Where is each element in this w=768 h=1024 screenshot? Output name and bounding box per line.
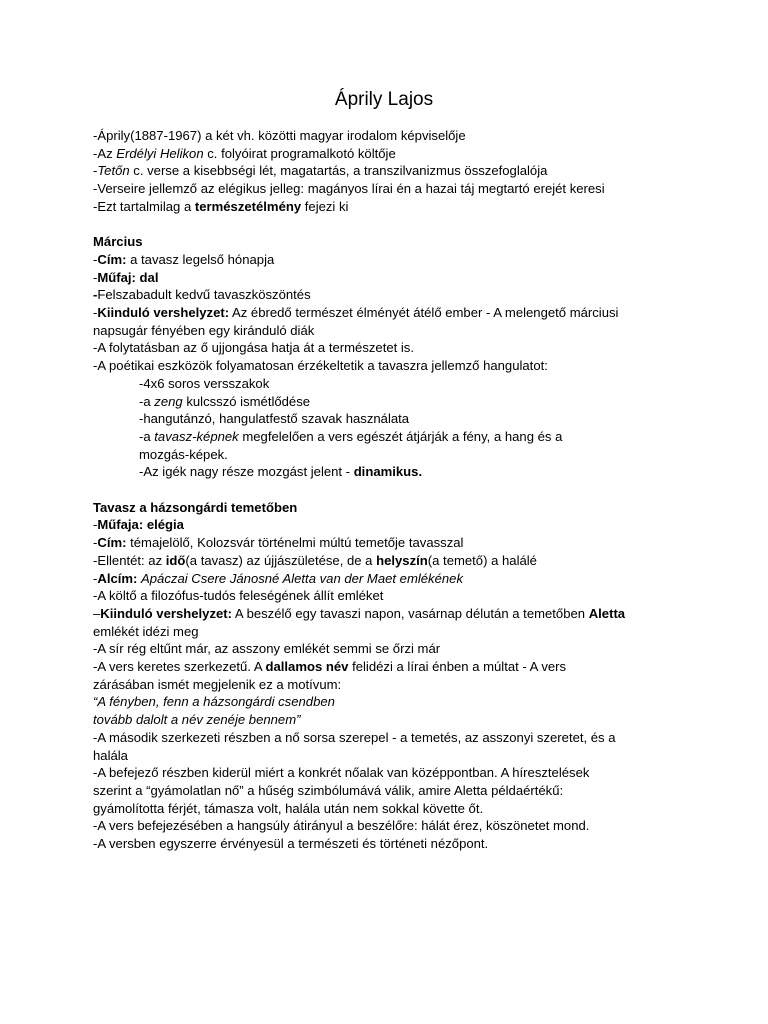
text: - xyxy=(93,305,98,321)
text: -A sír rég eltűnt már, az asszony emlékét semmi se őrzi már xyxy=(93,641,441,657)
text: – xyxy=(93,605,101,621)
marcius-subitem xyxy=(93,463,693,481)
text: -Ellentét: az xyxy=(93,552,166,568)
tavasz-line xyxy=(93,570,693,588)
document-body xyxy=(93,127,693,853)
bold-text: Kiinduló vershelyzet: xyxy=(100,605,232,621)
text: -Áprily(1887-1967) a két vh. közötti magyar irodalom képviselője xyxy=(93,128,466,143)
text: témajelölő, Kolozsvár történelmi múltú temetője tavasszal xyxy=(126,535,464,551)
text: fejezi ki xyxy=(301,198,349,214)
marcius-line xyxy=(93,286,693,304)
bold-text: dinamikus. xyxy=(353,464,423,480)
intro-line xyxy=(93,145,693,163)
bold-text: - xyxy=(93,287,98,303)
text: kulcsszó ismétlődése xyxy=(182,393,311,409)
page-title: Áprily Lajos xyxy=(334,89,434,110)
text: -4x6 soros versszakok xyxy=(139,375,270,391)
text: (a tavasz) az újjászületése, de a xyxy=(185,552,377,568)
tavasz-line xyxy=(93,640,693,658)
tavasz-line xyxy=(93,552,693,570)
intro-line xyxy=(93,162,693,180)
quote-line xyxy=(93,711,693,729)
intro-line xyxy=(93,127,693,145)
text: -A vers befejezésében a hangsúly átirányul a beszélőre: hálát érez, köszönetet mond. xyxy=(93,818,590,834)
text: -A poétikai eszközök folyamatosan érzékeltetik a tavaszra jellemző hangulatot: xyxy=(93,358,548,374)
bold-text: Kiinduló vershelyzet: xyxy=(97,305,230,321)
marcius-subitem xyxy=(93,410,693,428)
text: c. folyóirat programalkotó költője xyxy=(203,145,396,161)
tavasz-line xyxy=(93,623,693,641)
tavasz-line xyxy=(93,729,693,747)
italic-text: tovább dalolt a név zenéje bennem” xyxy=(93,712,301,728)
section-heading-tavasz xyxy=(93,499,693,517)
text: -a xyxy=(139,393,155,409)
text: -Az xyxy=(93,145,117,161)
spacer xyxy=(93,216,693,234)
tavasz-line xyxy=(93,835,693,853)
tavasz-line xyxy=(93,587,693,605)
tavasz-line xyxy=(93,516,693,534)
tavasz-line xyxy=(93,782,693,800)
italic-text: Erdélyi Helikon xyxy=(116,145,204,161)
spacer xyxy=(93,481,693,499)
text: -A folytatásban az ő ujjongása hatja át a természetet is. xyxy=(93,340,414,356)
marcius-line xyxy=(93,304,693,322)
text: -a xyxy=(139,428,155,444)
text: szerint a “gyámolatlan nő” a hűség szimbólumává válik, amire Aletta példaértékű: xyxy=(93,782,564,798)
italic-text: “A fényben, fenn a házsongárdi csendben xyxy=(93,694,335,710)
tavasz-line xyxy=(93,747,693,765)
bold-text: Március xyxy=(93,234,143,250)
text: -Verseire jellemző az elégikus jelleg: magányos lírai én a hazai táj megtartó erejét keresi xyxy=(93,181,605,197)
bold-text: természetélmény xyxy=(194,198,302,214)
marcius-line xyxy=(93,357,693,375)
text: -hangutánzó, hangulatfestő szavak használata xyxy=(139,411,410,427)
bold-text: dallamos név xyxy=(265,659,349,675)
section-heading-marcius xyxy=(93,233,693,251)
tavasz-line xyxy=(93,764,693,782)
text: - xyxy=(93,535,98,551)
text: zárásában ismét megjelenik ez a motívum: xyxy=(93,676,342,692)
text: - xyxy=(93,163,98,179)
text: - xyxy=(93,570,98,586)
bold-text: Aletta xyxy=(588,605,626,621)
text: -A második szerkezeti részben a nő sorsa szerepel - a temetés, az asszonyi szeretet, és a xyxy=(93,729,616,745)
tavasz-line xyxy=(93,817,693,835)
text: -Az igék nagy része mozgást jelent - xyxy=(139,464,354,480)
text: megfelelően a vers egészét átjárják a fény, a hang és a xyxy=(238,428,563,444)
marcius-subitem xyxy=(93,375,693,393)
italic-text: Apáczai Csere Jánosné Aletta van der Maet emlékének xyxy=(141,570,463,586)
marcius-subitem xyxy=(93,428,693,446)
tavasz-line xyxy=(93,605,693,623)
quote-line xyxy=(93,693,693,711)
italic-text: tavasz-képnek xyxy=(154,428,239,444)
tavasz-line xyxy=(93,800,693,818)
text: Felszabadult kedvű tavaszköszöntés xyxy=(97,287,311,303)
bold-text: Műfaja: elégia xyxy=(97,517,184,533)
text: - xyxy=(93,517,98,533)
text: -A befejező részben kiderül miért a konkrét nőalak van középpontban. A híresztelések xyxy=(93,765,590,781)
bold-text: idő xyxy=(165,552,186,568)
text: - xyxy=(93,251,98,267)
text: (a temető) a halálé xyxy=(427,552,537,568)
text: -A vers keretes szerkezetű. A xyxy=(93,659,266,675)
text: c. verse a kisebbségi lét, magatartás, a transzilvanizmus összefoglalója xyxy=(129,163,548,179)
text: - xyxy=(93,269,98,285)
marcius-line xyxy=(93,322,693,340)
marcius-line xyxy=(93,339,693,357)
text: Az ébredő természet élményét átélő ember - A melengető márciusi xyxy=(229,305,619,321)
marcius-subitem xyxy=(93,393,693,411)
tavasz-line xyxy=(93,676,693,694)
tavasz-line xyxy=(93,658,693,676)
bold-text: Műfaj: dal xyxy=(97,269,159,285)
marcius-line xyxy=(93,251,693,269)
text: -A versben egyszerre érvényesül a természeti és történeti nézőpont. xyxy=(93,836,489,852)
bold-text: Alcím: xyxy=(97,570,138,586)
tavasz-line xyxy=(93,534,693,552)
bold-text: Tavasz a házsongárdi temetőben xyxy=(93,499,298,515)
text: a tavasz legelső hónapja xyxy=(126,251,275,267)
text: A beszélő egy tavaszi napon, vasárnap délután a temetőben xyxy=(232,605,589,621)
marcius-line xyxy=(93,269,693,287)
intro-line xyxy=(93,180,693,198)
bold-text: Cím: xyxy=(97,251,127,267)
text: mozgás-képek. xyxy=(139,446,228,462)
text: -Ezt tartalmilag a xyxy=(93,198,195,214)
text: halála xyxy=(93,747,128,763)
bold-text: helyszín xyxy=(376,552,428,568)
intro-line xyxy=(93,198,693,216)
text: emlékét idézi meg xyxy=(93,623,199,639)
text: felidézi a lírai énben a múltat - A vers xyxy=(348,659,567,675)
italic-text: zeng xyxy=(154,393,183,409)
italic-text: Tetőn xyxy=(97,163,130,179)
text: gyámolította férjét, támasza volt, halála után nem sokkal követte őt. xyxy=(93,800,484,816)
marcius-subitem xyxy=(93,446,693,464)
bold-text: Cím: xyxy=(97,535,127,551)
text: -A költő a filozófus-tudós feleségének állít emléket xyxy=(93,588,384,604)
text: napsugár fényében egy kiránduló diák xyxy=(93,322,315,338)
